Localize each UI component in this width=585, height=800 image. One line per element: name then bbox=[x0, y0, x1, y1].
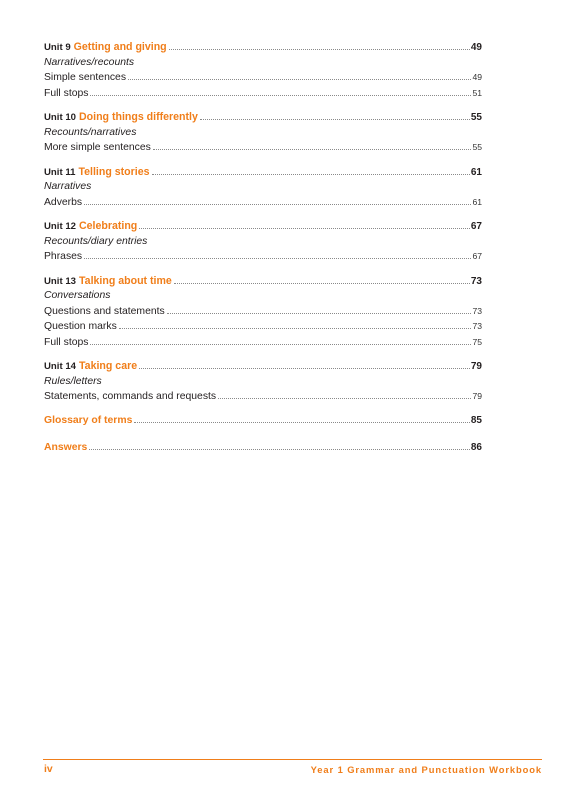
topic-text: Adverbs bbox=[44, 196, 83, 208]
dot-leader bbox=[139, 368, 470, 369]
table-of-contents bbox=[44, 41, 482, 458]
page-number: 73 bbox=[472, 305, 482, 316]
unit-section bbox=[44, 41, 482, 103]
page-number: 61 bbox=[472, 196, 482, 207]
unit-heading[interactable] bbox=[44, 220, 482, 236]
dot-leader bbox=[167, 313, 472, 314]
unit-section bbox=[44, 166, 482, 213]
dot-leader bbox=[174, 283, 470, 284]
genre-text: Narratives/recounts bbox=[44, 56, 135, 68]
unit-genre bbox=[44, 57, 482, 73]
unit-section bbox=[44, 111, 482, 158]
topic-entry[interactable] bbox=[44, 251, 482, 267]
dot-leader bbox=[90, 344, 471, 345]
dot-leader bbox=[84, 258, 471, 259]
dot-leader bbox=[139, 228, 470, 229]
dot-leader bbox=[153, 149, 472, 150]
topic-text: Full stops bbox=[44, 87, 89, 99]
unit-label: Unit 13 bbox=[44, 275, 76, 287]
page-number: 79 bbox=[470, 361, 482, 372]
answers-entry[interactable] bbox=[44, 442, 482, 458]
footer-book-title: Year 1 Grammar and Punctuation Workbook bbox=[310, 764, 542, 775]
topic-text: Statements, commands and requests bbox=[44, 391, 217, 402]
unit-label: Unit 10 bbox=[44, 112, 76, 123]
unit-section bbox=[44, 360, 482, 407]
genre-text: Conversations bbox=[44, 290, 111, 301]
topic-text: Phrases bbox=[44, 251, 83, 262]
page-number: 67 bbox=[470, 221, 482, 232]
topic-entry[interactable] bbox=[44, 72, 482, 88]
dot-leader bbox=[152, 174, 470, 175]
unit-title: Doing things differently bbox=[79, 111, 198, 123]
footer-divider bbox=[43, 759, 542, 760]
page-number: 73 bbox=[472, 321, 482, 331]
unit-title: Talking about time bbox=[79, 274, 172, 287]
dot-leader bbox=[218, 398, 471, 399]
topic-text: Full stops bbox=[44, 336, 89, 348]
topic-entry[interactable] bbox=[44, 197, 482, 213]
unit-heading[interactable] bbox=[44, 275, 482, 291]
page-number: 75 bbox=[472, 336, 482, 347]
dot-leader bbox=[200, 119, 470, 120]
genre-text: Narratives bbox=[44, 181, 92, 192]
dot-leader bbox=[128, 79, 471, 80]
unit-title: Telling stories bbox=[78, 165, 150, 178]
page-number: 67 bbox=[472, 251, 482, 261]
topic-entry[interactable] bbox=[44, 321, 482, 337]
glossary-entry[interactable] bbox=[44, 415, 482, 431]
unit-genre bbox=[44, 236, 482, 252]
unit-label: Unit 14 bbox=[44, 361, 76, 372]
unit-section bbox=[44, 275, 482, 353]
topic-entry[interactable] bbox=[44, 142, 482, 158]
page-number: 79 bbox=[472, 391, 482, 401]
topic-entry[interactable] bbox=[44, 306, 482, 322]
dot-leader bbox=[134, 422, 470, 423]
unit-label: Unit 12 bbox=[44, 221, 76, 232]
unit-genre bbox=[44, 290, 482, 306]
page-number: 61 bbox=[470, 166, 482, 178]
unit-heading[interactable] bbox=[44, 41, 482, 57]
genre-text: Rules/letters bbox=[44, 375, 102, 387]
unit-section bbox=[44, 220, 482, 267]
unit-title: Celebrating bbox=[79, 220, 138, 232]
page-number: 55 bbox=[472, 142, 482, 152]
unit-title: Taking care bbox=[79, 360, 138, 372]
dot-leader bbox=[89, 449, 470, 450]
unit-genre bbox=[44, 376, 482, 392]
page-number: 49 bbox=[472, 72, 482, 82]
topic-text: Question marks bbox=[44, 321, 117, 332]
topic-entry[interactable] bbox=[44, 337, 482, 353]
glossary-title: Glossary of terms bbox=[44, 414, 133, 426]
topic-entry[interactable] bbox=[44, 391, 482, 407]
dot-leader bbox=[119, 328, 472, 329]
topic-text: More simple sentences bbox=[44, 142, 151, 153]
footer-page-number: iv bbox=[44, 764, 53, 775]
unit-label: Unit 9 bbox=[44, 42, 71, 53]
topic-text: Simple sentences bbox=[44, 72, 127, 83]
topic-entry[interactable] bbox=[44, 88, 482, 104]
dot-leader bbox=[84, 204, 471, 205]
dot-leader bbox=[90, 95, 471, 96]
unit-title: Getting and giving bbox=[73, 41, 167, 53]
unit-genre bbox=[44, 181, 482, 197]
unit-heading[interactable] bbox=[44, 111, 482, 127]
unit-label: Unit 11 bbox=[44, 166, 76, 178]
page-number: 73 bbox=[470, 275, 482, 287]
unit-heading[interactable] bbox=[44, 360, 482, 376]
page-number: 51 bbox=[472, 87, 482, 98]
page-number: 49 bbox=[470, 42, 482, 53]
genre-text: Recounts/diary entries bbox=[44, 235, 148, 247]
genre-text: Recounts/narratives bbox=[44, 126, 137, 138]
unit-genre bbox=[44, 127, 482, 143]
dot-leader bbox=[169, 49, 470, 50]
page-number: 86 bbox=[470, 442, 482, 453]
unit-heading[interactable] bbox=[44, 166, 482, 182]
topic-text: Questions and statements bbox=[44, 305, 165, 317]
page-number: 85 bbox=[470, 414, 482, 426]
page-number: 55 bbox=[470, 112, 482, 123]
answers-title: Answers bbox=[44, 442, 88, 453]
